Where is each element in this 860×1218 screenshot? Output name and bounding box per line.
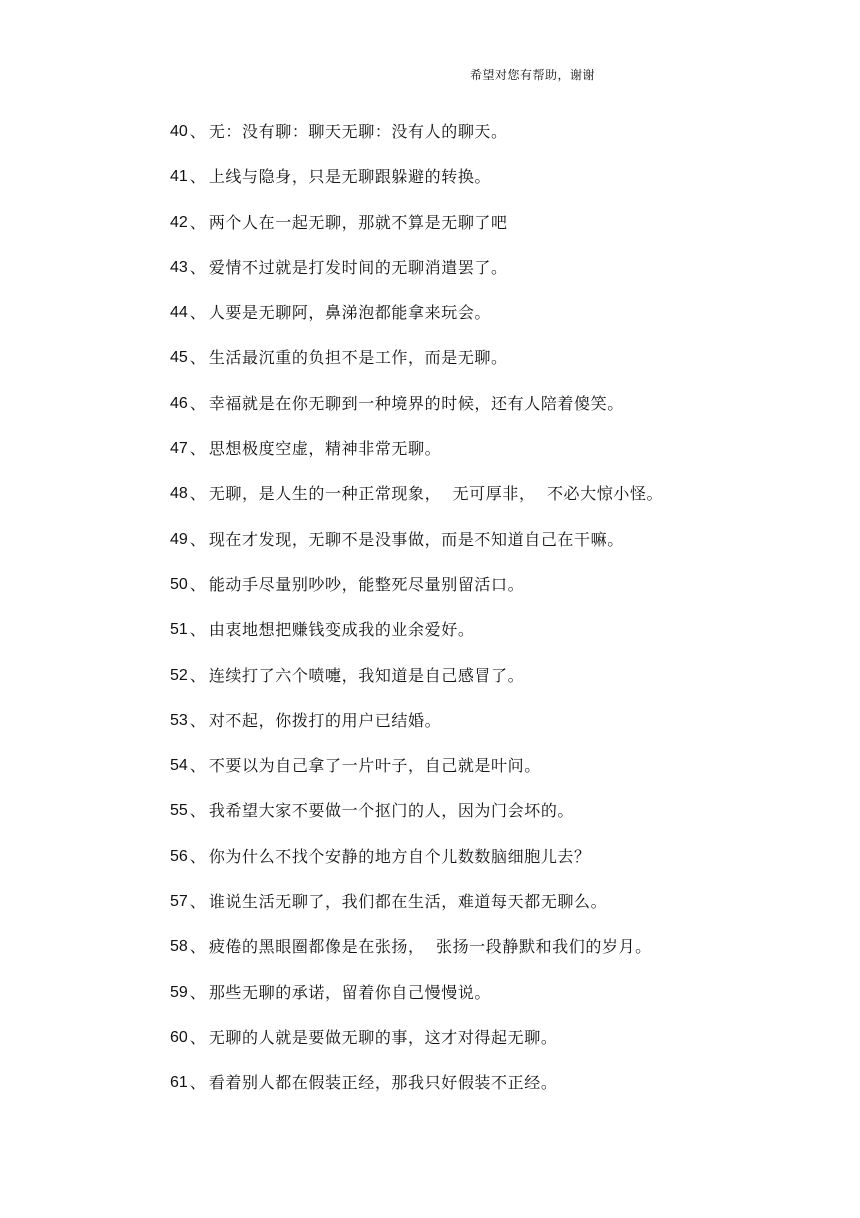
entry-separator: 、 bbox=[189, 710, 206, 730]
entry-separator: 、 bbox=[189, 257, 206, 277]
entry-separator: 、 bbox=[189, 212, 206, 232]
entry-separator: 、 bbox=[189, 801, 206, 821]
entry-number: 42 bbox=[170, 213, 188, 231]
list-item bbox=[170, 843, 770, 888]
entry-number: 43 bbox=[170, 258, 188, 276]
entry-text: 连续打了六个喷嚏，我知道是自己感冒了。 bbox=[208, 665, 525, 685]
entry-text: 对不起，你拨打的用户已结婚。 bbox=[208, 710, 442, 730]
list-item bbox=[170, 979, 770, 1024]
entry-text: 不要以为自己拿了一片叶子，自己就是叶问。 bbox=[208, 756, 541, 776]
entry-number: 44 bbox=[170, 304, 188, 322]
entry-separator: 、 bbox=[189, 574, 206, 594]
list-item bbox=[170, 797, 770, 842]
entry-separator: 、 bbox=[189, 348, 206, 368]
entry-number: 56 bbox=[170, 847, 188, 865]
entry-separator: 、 bbox=[189, 937, 206, 957]
list-item bbox=[170, 163, 770, 208]
entry-separator: 、 bbox=[189, 167, 206, 187]
list-item bbox=[170, 888, 770, 933]
entry-text: 无聊的人就是要做无聊的事，这才对得起无聊。 bbox=[208, 1027, 558, 1047]
entry-separator: 、 bbox=[189, 846, 206, 866]
entry-text: 疲倦的黑眼圈都像是在张扬， 张扬一段静默和我们的岁月。 bbox=[208, 937, 652, 957]
entry-text: 我希望大家不要做一个抠门的人，因为门会坏的。 bbox=[208, 801, 575, 821]
list-item bbox=[170, 390, 770, 435]
entry-text: 思想极度空虚，精神非常无聊。 bbox=[208, 439, 442, 459]
entry-number: 60 bbox=[170, 1028, 188, 1046]
entry-text: 由衷地想把赚钱变成我的业余爱好。 bbox=[208, 620, 475, 640]
entry-separator: 、 bbox=[189, 1027, 206, 1047]
entry-text: 谁说生活无聊了，我们都在生活，难道每天都无聊么。 bbox=[208, 892, 608, 912]
entry-separator: 、 bbox=[189, 439, 206, 459]
entry-list bbox=[170, 118, 770, 1115]
entry-separator: 、 bbox=[189, 665, 206, 685]
entry-text: 看着别人都在假装正经，那我只好假装不正经。 bbox=[208, 1073, 558, 1093]
entry-separator: 、 bbox=[189, 892, 206, 912]
entry-number: 50 bbox=[170, 575, 188, 593]
entry-separator: 、 bbox=[189, 756, 206, 776]
list-item bbox=[170, 299, 770, 344]
entry-text: 生活最沉重的负担不是工作，而是无聊。 bbox=[208, 348, 508, 368]
list-item bbox=[170, 118, 770, 163]
entry-separator: 、 bbox=[189, 484, 206, 504]
entry-separator: 、 bbox=[189, 620, 206, 640]
entry-number: 48 bbox=[170, 485, 188, 503]
entry-number: 61 bbox=[170, 1074, 188, 1092]
list-item bbox=[170, 933, 770, 978]
entry-number: 57 bbox=[170, 893, 188, 911]
entry-number: 52 bbox=[170, 666, 188, 684]
list-item bbox=[170, 752, 770, 797]
list-item bbox=[170, 616, 770, 661]
entry-separator: 、 bbox=[189, 982, 206, 1002]
entry-number: 40 bbox=[170, 123, 188, 140]
entry-text: 能动手尽量别吵吵，能整死尽量别留活口。 bbox=[208, 574, 525, 594]
entry-text: 你为什么不找个安静的地方自个儿数数脑细胞儿去？ bbox=[208, 846, 591, 866]
list-item bbox=[170, 209, 770, 254]
list-item bbox=[170, 571, 770, 616]
entry-number: 46 bbox=[170, 394, 188, 412]
list-item bbox=[170, 662, 770, 707]
entry-text: 无聊，是人生的一种正常现象， 无可厚非， 不必大惊小怪。 bbox=[208, 484, 664, 504]
entry-separator: 、 bbox=[189, 393, 206, 413]
entry-text: 无：没有聊：聊天无聊：没有人的聊天。 bbox=[208, 122, 508, 141]
entry-number: 59 bbox=[170, 983, 188, 1001]
entry-separator: 、 bbox=[189, 529, 206, 549]
entry-text: 爱情不过就是打发时间的无聊消遣罢了。 bbox=[208, 257, 508, 277]
entry-separator: 、 bbox=[189, 122, 206, 141]
entry-separator: 、 bbox=[189, 1073, 206, 1093]
entry-number: 51 bbox=[170, 621, 188, 639]
entry-text: 那些无聊的承诺，留着你自己慢慢说。 bbox=[208, 982, 492, 1002]
entry-text: 现在才发现，无聊不是没事做，而是不知道自己在干嘛。 bbox=[208, 529, 624, 549]
header-note: 希望对您有帮助，谢谢 bbox=[470, 68, 596, 82]
list-item bbox=[170, 1024, 770, 1069]
list-item bbox=[170, 480, 770, 525]
entry-number: 58 bbox=[170, 938, 188, 956]
entry-number: 49 bbox=[170, 530, 188, 548]
entry-text: 幸福就是在你无聊到一种境界的时候，还有人陪着傻笑。 bbox=[208, 393, 624, 413]
list-item bbox=[170, 254, 770, 299]
entry-text: 人要是无聊阿，鼻涕泡都能拿来玩会。 bbox=[208, 303, 492, 323]
entry-number: 41 bbox=[170, 168, 188, 186]
list-item bbox=[170, 1069, 770, 1114]
entry-number: 45 bbox=[170, 349, 188, 367]
list-item bbox=[170, 435, 770, 480]
entry-number: 47 bbox=[170, 440, 188, 458]
entry-text: 两个人在一起无聊，那就不算是无聊了吧 bbox=[208, 212, 508, 232]
entry-number: 55 bbox=[170, 802, 188, 820]
entry-text: 上线与隐身，只是无聊跟躲避的转换。 bbox=[208, 167, 492, 187]
list-item bbox=[170, 344, 770, 389]
entry-separator: 、 bbox=[189, 303, 206, 323]
entry-number: 54 bbox=[170, 757, 188, 775]
list-item bbox=[170, 526, 770, 571]
entry-number: 53 bbox=[170, 711, 188, 729]
list-item bbox=[170, 707, 770, 752]
